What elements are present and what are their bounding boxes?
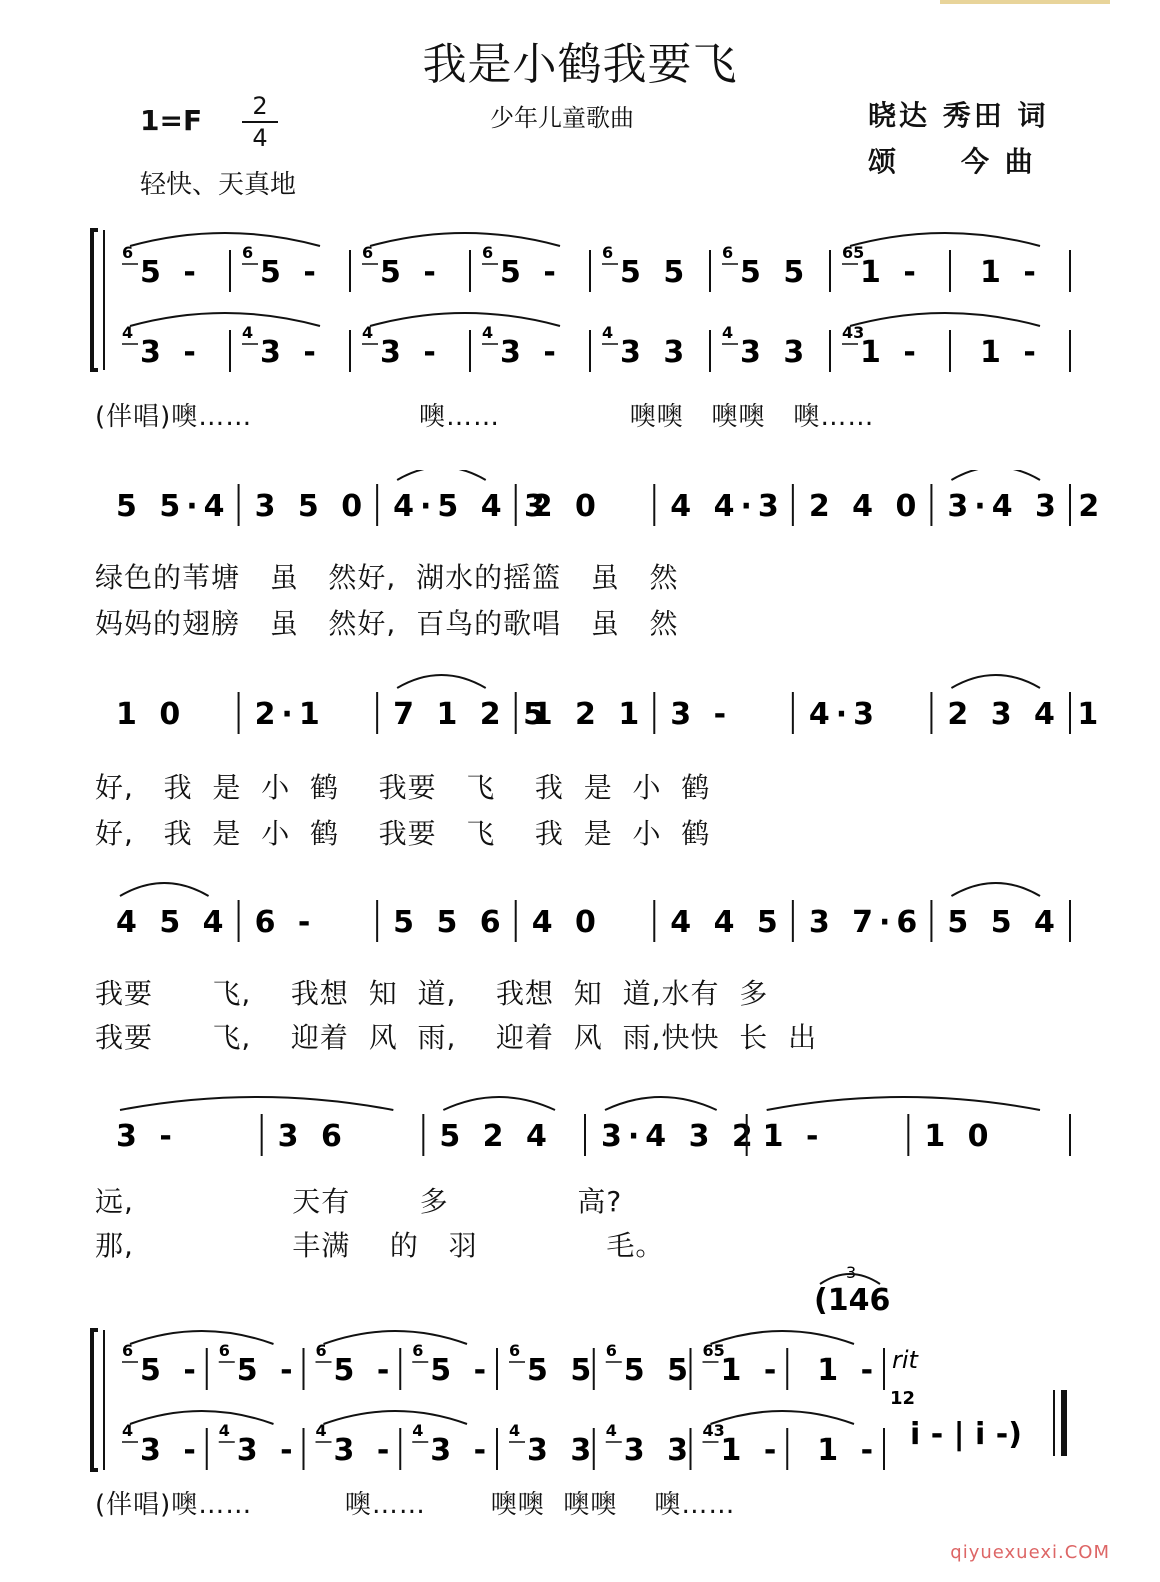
outro-grace-end: 12 bbox=[890, 1388, 916, 1409]
outro-final: i - | i -) bbox=[910, 1417, 1022, 1452]
intro-upper-measure-7: 1 - bbox=[980, 255, 1042, 290]
line4-verse2: 那, 丰满 的 羽 毛。 bbox=[95, 1229, 665, 1262]
line3-verse1: 我要 飞, 我想 知 道, 我想 知 道,水有 多 bbox=[95, 977, 769, 1010]
intro-upper-grace-2: 6 bbox=[362, 243, 374, 262]
melody-line-2 bbox=[0, 672, 1160, 752]
intro-lower-measure-6: 1 - bbox=[860, 335, 922, 370]
intro-upper-slur-0 bbox=[130, 233, 320, 246]
intro-lower-grace-1: 4 bbox=[242, 323, 254, 342]
line4-measure-4: 1 - bbox=[762, 1119, 825, 1154]
line2-notes bbox=[116, 675, 1104, 734]
line3-measure-4: 4 4 5 bbox=[670, 905, 784, 940]
line2-measure-5: 4·3 bbox=[808, 697, 881, 732]
line1-measure-2: 4·5 4 3 bbox=[393, 489, 551, 524]
intro-upper-measure-6: 1 - bbox=[860, 255, 922, 290]
line1-measure-6: 3·4 3 2 bbox=[947, 489, 1106, 524]
intro-upper-grace-4: 6 bbox=[602, 243, 614, 262]
intro-lower-grace-5: 4 bbox=[722, 323, 734, 342]
line4-verse1: 远, 天有 多 高? bbox=[95, 1185, 623, 1218]
intro-lower-slur-1 bbox=[370, 313, 560, 326]
composer-credit: 颂 今 曲 bbox=[868, 145, 1036, 178]
line1-measure-1: 3 5 0 bbox=[254, 489, 369, 524]
outro-triplet: (146 bbox=[814, 1283, 891, 1318]
watermark: qiyuexuexi.COM bbox=[950, 1542, 1110, 1563]
rit-marking: rit bbox=[892, 1346, 918, 1374]
intro-lower-measure-2: 3 - bbox=[380, 335, 442, 370]
outro-lyric: (伴唱)噢…… 噢…… 噢噢 噢噢 噢…… bbox=[95, 1490, 736, 1520]
intro-upper-grace-1: 6 bbox=[242, 243, 254, 262]
system-bracket bbox=[92, 230, 98, 370]
intro-lower-measure-7: 1 - bbox=[980, 335, 1042, 370]
lyricist-credit: 晓达 秀田 词 bbox=[868, 99, 1049, 132]
melody-line-1 bbox=[0, 470, 1160, 540]
line1-measure-5: 2 4 0 bbox=[808, 489, 923, 524]
intro-upper-grace-0: 6 bbox=[122, 243, 134, 262]
outro-lower-measure-0: 3 - bbox=[140, 1433, 202, 1468]
outro-lower-measure-7: 1 - bbox=[817, 1433, 880, 1468]
outro-upper-grace-1: 6 bbox=[218, 1341, 230, 1360]
line3-notes bbox=[116, 883, 1070, 942]
outro-upper-measure-0: 5 - bbox=[140, 1353, 202, 1388]
outro-lower-slur-0 bbox=[130, 1411, 274, 1424]
outro-upper-measure-6: 1 - bbox=[720, 1353, 783, 1388]
line4-measure-3: 3·4 3 2 bbox=[601, 1119, 759, 1154]
line2-slur-1 bbox=[951, 675, 1040, 688]
line4-measure-5: 1 0 bbox=[924, 1119, 995, 1154]
outro-upper-measure-5: 5 5 bbox=[623, 1353, 694, 1388]
outro-lower-grace-6: 43 bbox=[702, 1421, 725, 1440]
intro-lyric: (伴唱)噢…… 噢…… 噢噢 噢噢 噢…… bbox=[95, 402, 875, 432]
line2-measure-2: 7 1 2 5 bbox=[393, 697, 550, 732]
intro-upper-grace-5: 6 bbox=[722, 243, 734, 262]
outro-upper-grace-0: 6 bbox=[122, 1341, 134, 1360]
outro-upper-grace-3: 6 bbox=[412, 1341, 424, 1360]
line1-notes bbox=[116, 470, 1105, 526]
time-divider bbox=[242, 121, 278, 123]
outro-upper-grace-6: 65 bbox=[702, 1341, 725, 1360]
outro-upper-measure-2: 5 - bbox=[333, 1353, 396, 1388]
intro-upper-measure-1: 5 - bbox=[260, 255, 322, 290]
song-title: 我是小鹤我要飞 bbox=[422, 39, 738, 90]
outro-lower-slur-1 bbox=[324, 1411, 468, 1424]
line1-verse2: 妈妈的翅膀 虽 然好, 百鸟的歌唱 虽 然 bbox=[95, 607, 679, 640]
key-signature: 1=F bbox=[140, 104, 203, 137]
intro-lower-grace-0: 4 bbox=[122, 323, 134, 342]
line4-measure-1: 3 6 bbox=[277, 1119, 348, 1154]
intro-upper-measure-0: 5 - bbox=[140, 255, 202, 290]
outro-upper-measure-3: 5 - bbox=[430, 1353, 493, 1388]
line4-slur-2 bbox=[605, 1097, 717, 1110]
intro-upper-grace-6: 65 bbox=[842, 243, 865, 262]
line3-measure-2: 5 5 6 bbox=[393, 905, 507, 940]
melody-line-4 bbox=[0, 1080, 1160, 1160]
outro-upper-measure-7: 1 - bbox=[817, 1353, 880, 1388]
outro-lower-grace-4: 4 bbox=[509, 1421, 521, 1440]
intro-upper-staff bbox=[122, 233, 1070, 292]
line1-measure-3: 2 0 bbox=[531, 489, 602, 524]
outro-lower-measure-2: 3 - bbox=[333, 1433, 396, 1468]
outro-lower-measure-3: 3 - bbox=[430, 1433, 493, 1468]
line2-measure-3: 1 2 1 bbox=[531, 697, 646, 732]
outro-upper-grace-2: 6 bbox=[315, 1341, 327, 1360]
top-edge-mark bbox=[940, 0, 1110, 4]
line3-slur-1 bbox=[951, 883, 1040, 896]
line3-slur-0 bbox=[120, 883, 209, 896]
line1-measure-4: 4 4·3 bbox=[670, 489, 785, 524]
line1-verse1: 绿色的苇塘 虽 然好, 湖水的摇篮 虽 然 bbox=[95, 561, 679, 594]
line2-slur-0 bbox=[397, 675, 486, 688]
intro-upper-slur-1 bbox=[370, 233, 560, 246]
line3-measure-0: 4 5 4 bbox=[116, 905, 230, 940]
intro-upper-grace-3: 6 bbox=[482, 243, 494, 262]
outro-lower-grace-3: 4 bbox=[412, 1421, 424, 1440]
outro-upper-grace-5: 6 bbox=[605, 1341, 617, 1360]
line1-measure-0: 5 5·4 bbox=[116, 489, 231, 524]
outro-triplet-mark: 3 bbox=[846, 1263, 857, 1282]
intro-upper-measure-2: 5 - bbox=[380, 255, 442, 290]
line2-measure-0: 1 0 bbox=[116, 697, 187, 732]
line4-measure-0: 3 - bbox=[116, 1119, 178, 1154]
line3-measure-5: 3 7·6 bbox=[808, 905, 924, 940]
line2-measure-6: 2 3 4 1 bbox=[947, 697, 1105, 732]
line3-measure-6: 5 5 4 bbox=[947, 905, 1061, 940]
melody-line-3 bbox=[0, 880, 1160, 960]
line2-verse1: 好, 我 是 小 鹤 我要 飞 我 是 小 鹤 bbox=[95, 771, 711, 804]
outro-lower-slur-2 bbox=[711, 1411, 855, 1424]
outro-lower-measure-6: 1 - bbox=[720, 1433, 783, 1468]
intro-upper-measure-3: 5 - bbox=[500, 255, 562, 290]
line4-notes bbox=[116, 1097, 1070, 1156]
time-bottom: 4 bbox=[252, 124, 268, 152]
outro-lower-grace-5: 4 bbox=[605, 1421, 617, 1440]
intro-lower-staff bbox=[122, 313, 1070, 372]
time-signature bbox=[242, 92, 278, 152]
intro-upper-measure-5: 5 5 bbox=[740, 255, 811, 290]
line3-measure-1: 6 - bbox=[254, 905, 317, 940]
outro-upper-grace-4: 6 bbox=[509, 1341, 521, 1360]
outro-upper-slur-1 bbox=[324, 1331, 468, 1344]
outro-lower-measure-1: 3 - bbox=[236, 1433, 299, 1468]
subtitle: 少年儿童歌曲 bbox=[490, 104, 634, 132]
outro-bracket bbox=[92, 1330, 98, 1470]
intro-lower-measure-3: 3 - bbox=[500, 335, 562, 370]
intro-lower-grace-6: 43 bbox=[842, 323, 865, 342]
line3-measure-3: 4 0 bbox=[531, 905, 602, 940]
outro-upper-slur-2 bbox=[711, 1331, 855, 1344]
outro-upper-measure-4: 5 5 bbox=[527, 1353, 598, 1388]
line4-measure-2: 5 2 4 bbox=[439, 1119, 553, 1154]
line4-slur-0 bbox=[120, 1097, 393, 1110]
line4-slur-1 bbox=[443, 1097, 555, 1110]
intro-lower-measure-5: 3 3 bbox=[740, 335, 811, 370]
outro-lower-grace-1: 4 bbox=[218, 1421, 230, 1440]
outro-upper-staff bbox=[122, 1331, 884, 1390]
outro-upper-slur-0 bbox=[130, 1331, 274, 1344]
tempo-marking: 轻快、天真地 bbox=[140, 170, 297, 200]
intro-lower-slur-0 bbox=[130, 313, 320, 326]
intro-lower-measure-4: 3 3 bbox=[620, 335, 691, 370]
time-top: 2 bbox=[252, 92, 268, 120]
intro-system bbox=[0, 220, 1160, 380]
intro-lower-measure-0: 3 - bbox=[140, 335, 202, 370]
line1-slur-1 bbox=[951, 470, 1040, 480]
line3-verse2: 我要 飞, 迎着 风 雨, 迎着 风 雨,快快 长 出 bbox=[95, 1021, 818, 1054]
intro-upper-measure-4: 5 5 bbox=[620, 255, 691, 290]
intro-lower-grace-4: 4 bbox=[602, 323, 614, 342]
intro-lower-slur-2 bbox=[850, 313, 1040, 326]
intro-lower-grace-2: 4 bbox=[362, 323, 374, 342]
outro-lower-measure-4: 3 3 bbox=[527, 1433, 598, 1468]
outro-lower-grace-0: 4 bbox=[122, 1421, 134, 1440]
intro-upper-slur-2 bbox=[850, 233, 1040, 246]
line2-verse2: 好, 我 是 小 鹤 我要 飞 我 是 小 鹤 bbox=[95, 817, 711, 850]
line2-measure-1: 2·1 bbox=[254, 697, 326, 732]
outro-upper-measure-1: 5 - bbox=[236, 1353, 299, 1388]
line4-slur-3 bbox=[767, 1097, 1040, 1110]
outro-lower-staff bbox=[122, 1411, 884, 1470]
outro-lower-grace-2: 4 bbox=[315, 1421, 327, 1440]
line1-slur-0 bbox=[397, 470, 486, 480]
intro-lower-grace-3: 4 bbox=[482, 323, 494, 342]
intro-lower-measure-1: 3 - bbox=[260, 335, 322, 370]
line2-measure-4: 3 - bbox=[670, 697, 733, 732]
outro-lower-measure-5: 3 3 bbox=[623, 1433, 694, 1468]
outro-system bbox=[0, 1260, 1160, 1480]
